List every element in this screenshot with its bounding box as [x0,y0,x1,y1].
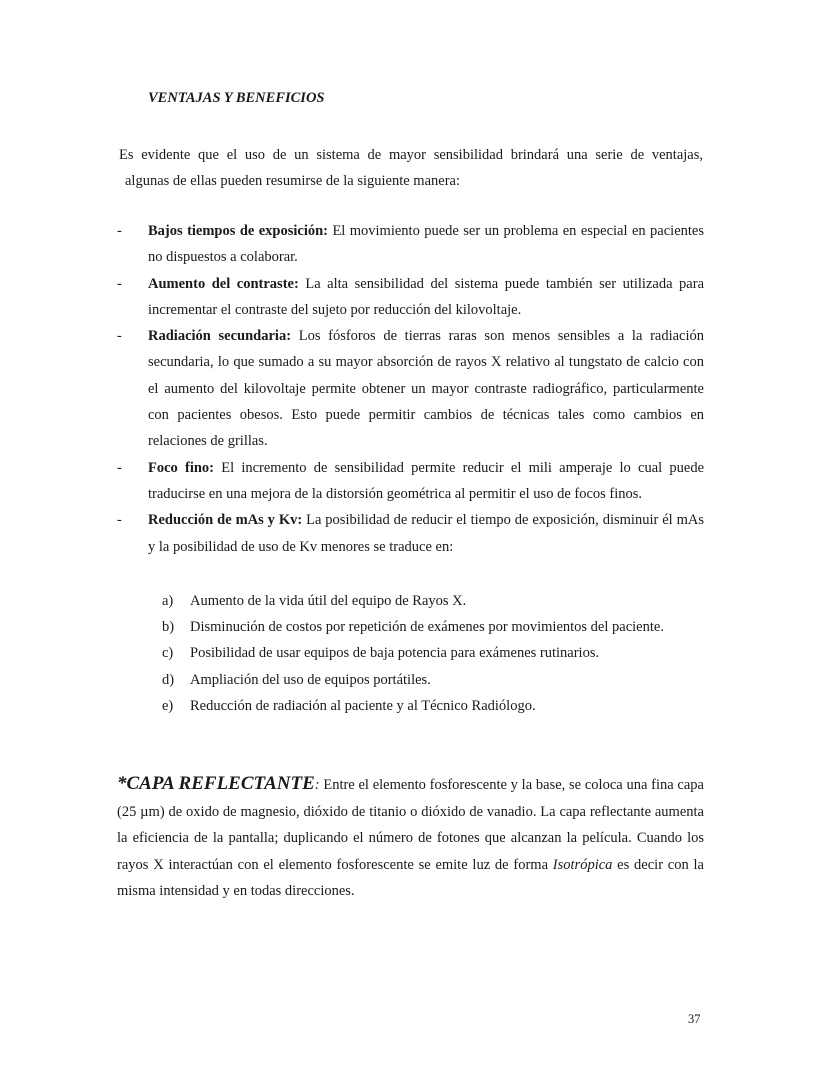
list-letter: b) [162,619,175,636]
bullet-text: Los fósforos de tierras raras son menos sensibles a la radiación secundaria, lo que sumado a su mayor absorción de rayos X relativo al tungstato de calcio con el aumento del kilovoltaje permite obtener un mayor contraste radiográfico, particularmente con pacientes obesos. Esto puede permitir cambios de técnicas tales como cambios en relaciones de grillas. [148,328,705,450]
list-item [117,218,704,271]
bullet-dash: - [117,275,122,292]
bullet-term: Foco fino: [148,459,215,476]
bullet-term: Radiación secundaria: [148,328,292,345]
list-letter: a) [162,593,174,609]
list-item [162,588,664,614]
intro-line-1: Es evidente que el uso de un sistema de mayor sensibilidad brindará una serie de ventajas, [119,147,703,163]
isotropic-term: Isotrópica [552,856,613,873]
list-item [117,455,704,508]
paragraph-text-1: Entre el elemento fosforescente y la base, se coloca una fina capa (25 µm) de oxido de magnesio, dióxido de titanio o dióxido de vanadio. La capa reflectante aumenta la eficiencia de la pantalla; duplicando el número de fotones que alcanzan la película. Cuando los rayos X interactúan con el elemento fosforescente se emite luz de forma [117,777,704,873]
list-letter: d) [162,671,175,688]
list-item [162,693,664,719]
title-colon: : [314,777,320,793]
bullet-text: La posibilidad de reducir el tiempo de exposición, disminuir él mAs y la posibilidad de uso de Kv menores se traduce en: [148,512,704,555]
list-item [117,507,704,560]
section-heading: VENTAJAS Y BENEFICIOS [148,90,325,106]
bullet-term: Reducción de mAs y Kv: [148,512,303,529]
reduction-effects-list [162,588,664,719]
list-item-text: Aumento de la vida útil del equipo de Rayos X. [190,593,467,609]
list-item [162,614,664,640]
list-item-text: Reducción de radiación al paciente y al Técnico Radiólogo. [190,697,536,714]
intro-line-2: algunas de ellas pueden resumirse de la siguiente manera: [125,173,460,189]
intro-paragraph [119,142,703,194]
reflective-layer-paragraph [117,771,704,905]
bullet-dash: - [117,512,122,529]
bullet-dash: - [117,328,122,345]
bullet-term: Bajos tiempos de exposición: [148,223,329,239]
paragraph-text-2: es decir con la misma intensidad y en todas direcciones. [117,856,704,899]
list-item-text: Ampliación del uso de equipos portátiles. [190,671,431,688]
bullet-dash: - [117,459,122,476]
list-item [117,323,704,454]
list-item [162,667,664,693]
list-letter: c) [162,645,174,662]
bullet-text: La alta sensibilidad del sistema puede también ser utilizada para incrementar el contraste del sujeto por reducción del kilovoltaje. [148,275,704,318]
bullet-dash: - [117,223,122,239]
bullet-text: El incremento de sensibilidad permite reducir el mili amperaje lo cual puede traducirse en una mejora de la distorsión geométrica al permitir el uso de focos finos. [148,459,704,502]
reflective-layer-title: *CAPA REFLECTANTE [117,773,315,794]
list-item [162,640,664,666]
list-item-text: Posibilidad de usar equipos de baja potencia para exámenes rutinarios. [190,645,600,662]
bullet-text: El movimiento puede ser un problema en especial en pacientes no dispuestos a colaborar. [148,223,704,266]
list-letter: e) [162,697,174,714]
page-number: 37 [688,1012,701,1026]
benefits-list [117,218,704,560]
list-item [117,271,704,324]
bullet-term: Aumento del contraste: [148,275,299,292]
list-item-text: Disminución de costos por repetición de exámenes por movimientos del paciente. [190,619,664,636]
